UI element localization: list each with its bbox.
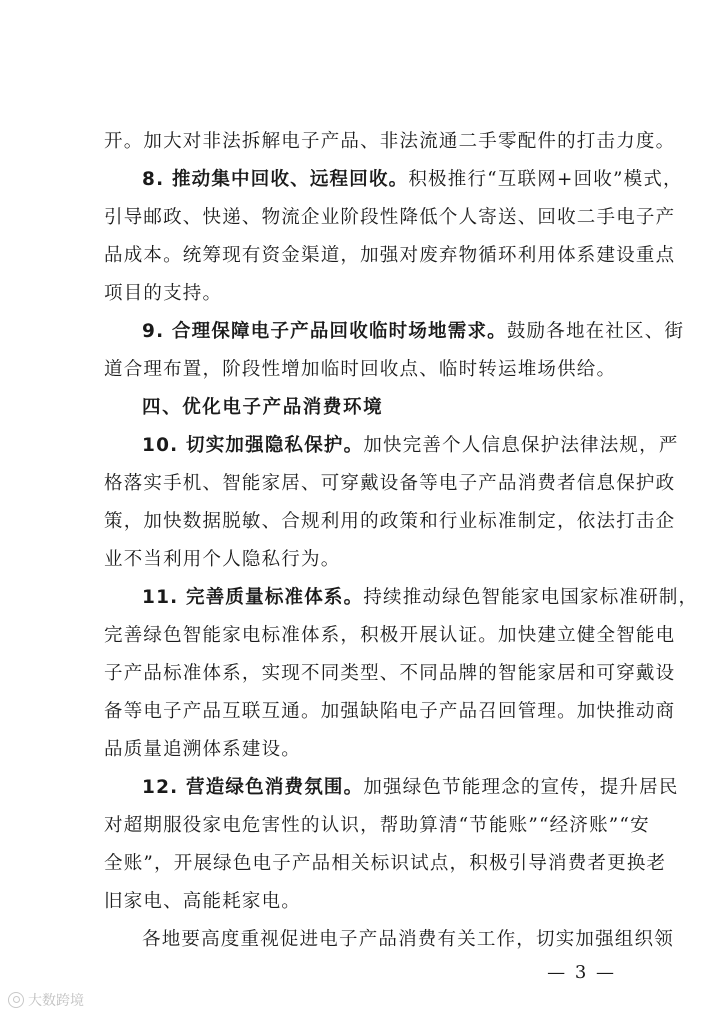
text-line: [104, 470, 676, 498]
body-text: 业不当利用个人隐私行为。: [104, 549, 341, 570]
text-line: [104, 888, 620, 916]
watermark: [8, 990, 84, 1010]
body-text: 对超期服役家电危害性的认识，帮助算清“节能账”“经济账”“安: [104, 815, 650, 836]
body-text: 持续推动绿色智能家电国家标准研制，: [363, 587, 699, 608]
body-text: 开。加大对非法拆解电子产品、非法流通二手零配件的打击力度。: [104, 131, 676, 152]
paragraph-11: [142, 584, 699, 612]
body-text: 项目的支持。: [104, 283, 223, 304]
text-line: [104, 736, 620, 764]
body-text: 旧家电、高能耗家电。: [104, 891, 302, 912]
section-title: 四、优化电子产品消费环境: [142, 397, 384, 418]
text-line: [104, 128, 676, 156]
paragraph-8: [142, 166, 683, 194]
text-line: [104, 508, 676, 536]
text-line: [104, 280, 620, 308]
watermark-text: 大数跨境: [28, 993, 84, 1009]
section-heading: [142, 394, 620, 422]
body-text: 加强绿色节能理念的宣传，提升居民: [363, 777, 679, 798]
page-number: — 3 —: [547, 962, 616, 983]
text-line: [104, 356, 620, 384]
paragraph-heading: 11. 完善质量标准体系。: [142, 587, 364, 608]
body-text: 品成本。统筹现有资金渠道，加强对废弃物循环利用体系建设重点: [104, 245, 676, 266]
watermark-logo-icon: [8, 992, 24, 1008]
paragraph-10: [142, 432, 679, 460]
body-text: 备等电子产品互联互通。加强缺陷电子产品召回管理。加快推动商: [104, 701, 676, 722]
text-line: [104, 204, 676, 232]
body-text: 全账”，开展绿色电子产品相关标识试点，积极引导消费者更换老: [104, 853, 667, 874]
closing-paragraph: [142, 926, 674, 954]
text-line: [104, 660, 676, 688]
body-text: 格落实手机、智能家居、可穿戴设备等电子产品消费者信息保护政: [104, 473, 676, 494]
text-line: [104, 622, 676, 650]
text-line: [104, 850, 667, 878]
body-text: 积极推行“互联网+回收”模式，: [408, 169, 683, 190]
body-text: 引导邮政、快递、物流企业阶段性降低个人寄送、回收二手电子产: [104, 207, 676, 228]
paragraph-12: [142, 774, 679, 802]
body-text: 完善绿色智能家电标准体系，积极开展认证。加快建立健全智能电: [104, 625, 676, 646]
paragraph-heading: 12. 营造绿色消费氛围。: [142, 777, 364, 798]
body-text: 道合理布置，阶段性增加临时回收点、临时转运堆场供给。: [104, 359, 617, 380]
body-text: 子产品标准体系，实现不同类型、不同品牌的智能家居和可穿戴设: [104, 663, 676, 684]
text-line: [104, 812, 650, 840]
text-line: [104, 546, 620, 574]
body-text: 鼓励各地在社区、街: [506, 321, 685, 342]
body-text: 策，加快数据脱敏、合规利用的政策和行业标准制定，依法打击企: [104, 511, 676, 532]
text-line: [104, 698, 676, 726]
paragraph-9: [142, 318, 685, 346]
body-text: 品质量追溯体系建设。: [104, 739, 302, 760]
paragraph-heading: 9. 合理保障电子产品回收临时场地需求。: [142, 321, 507, 342]
paragraph-heading: 10. 切实加强隐私保护。: [142, 435, 364, 456]
body-text: 各地要高度重视促进电子产品消费有关工作，切实加强组织领: [142, 929, 674, 950]
text-line: [104, 242, 676, 270]
body-text: 加快完善个人信息保护法律法规，严: [363, 435, 679, 456]
paragraph-heading: 8. 推动集中回收、远程回收。: [142, 169, 409, 190]
